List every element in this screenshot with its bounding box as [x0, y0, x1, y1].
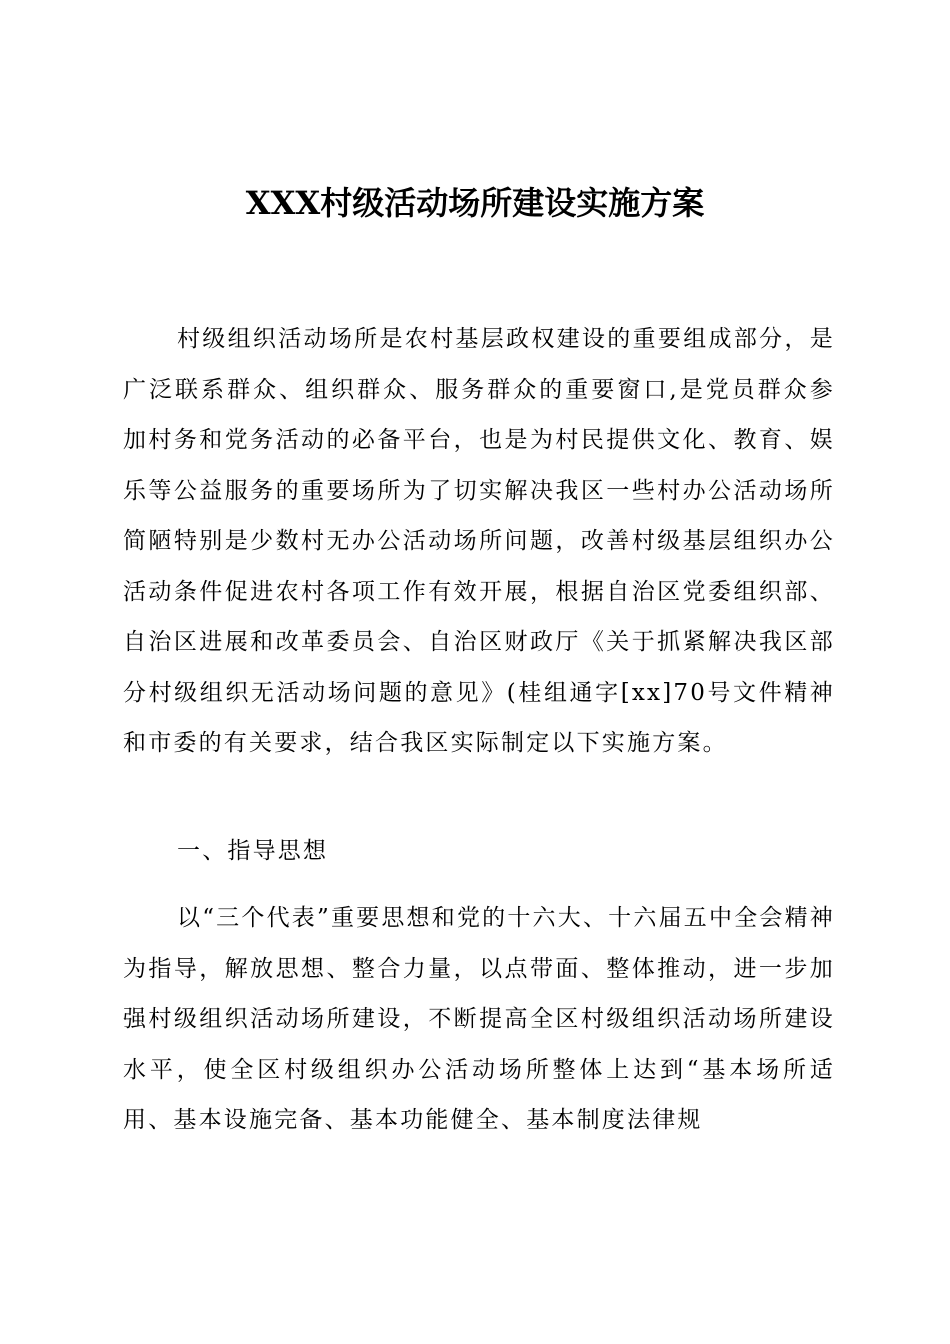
document-title: XXX村级活动场所建设实施方案: [245, 184, 705, 222]
intro-paragraph: 村级组织活动场所是农村基层政权建设的重要组成部分，是广泛联系群众、组织群众、服务群众的重要窗口,是党员群众参加村务和党务活动的必备平台，也是为村民提供文化、教育、娱乐等公益服务的重要场所为了切实解决我区一些村办公活动场所简陋特别是少数村无办公活动场所问题，改善村级基层组织办公活动条件促进农村各项工作有效开展，根据自治区党委组织部、自治区进展和改革委员会、自治区财政厅《关于抓紧解决我区部分村级组织无活动场问题的意见》(桂组通字[xx]70号文件精神和市委的有关要求，结合我区实际制定以下实施方案。: [123, 326, 835, 756]
section-paragraph-guiding-ideology: 以“三个代表”重要思想和党的十六大、十六届五中全会精神为指导，解放思想、整合力量，以点带面、整体推动，进一步加强村级组织活动场所建设，不断提高全区村级组织活动场所建设水平，使全区村级组织办公活动场所整体上达到“基本场所适用、基本设施完备、基本功能健全、基本制度法律规: [123, 905, 835, 1133]
section-heading-guiding-ideology: 一、指导思想: [177, 838, 329, 864]
